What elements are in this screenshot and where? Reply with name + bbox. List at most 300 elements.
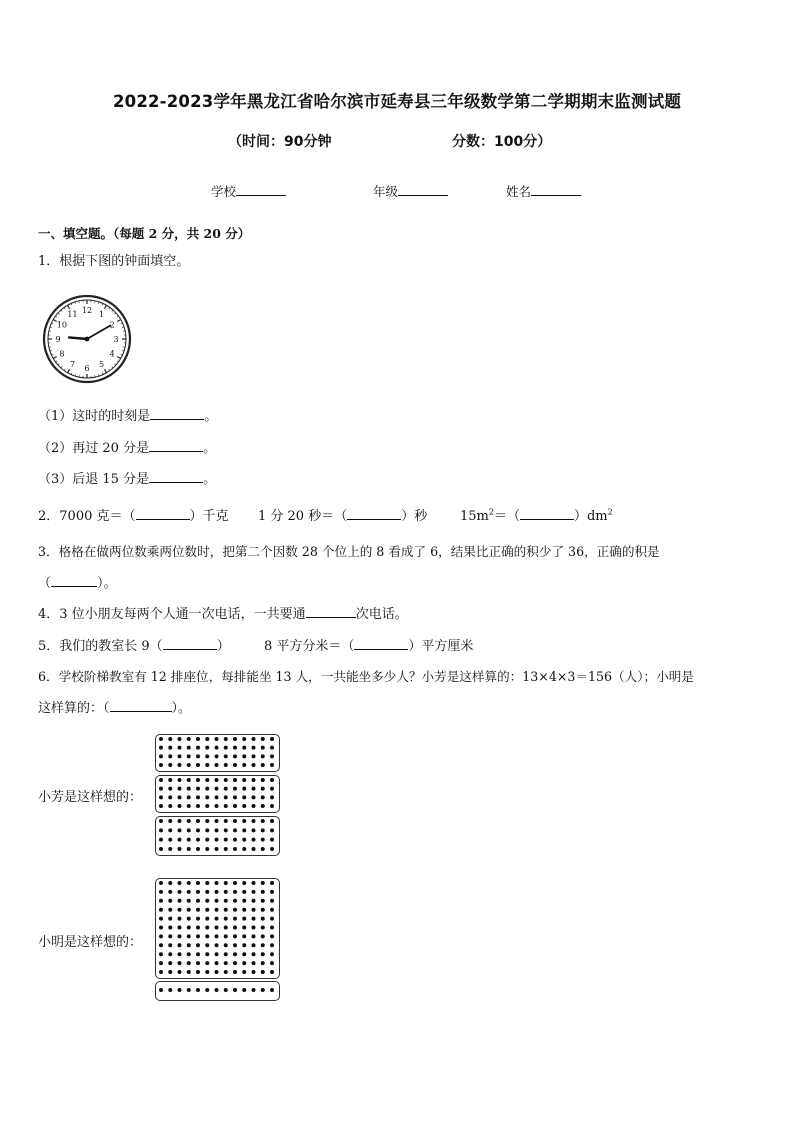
seat-dot (159, 828, 163, 832)
seat-dot (261, 787, 265, 791)
clock-tick (71, 303, 72, 305)
seat-dot (196, 787, 200, 791)
seat-dot (242, 943, 246, 947)
seat-dot (215, 934, 219, 938)
seat-dot (252, 804, 256, 808)
seat-dot (168, 763, 172, 767)
seat-dot (224, 847, 228, 851)
seat-dot (178, 795, 182, 799)
seat-dot (168, 943, 172, 947)
seat-dot (270, 838, 274, 842)
clock-tick (51, 354, 53, 355)
seat-dot (261, 917, 265, 921)
q4-blank[interactable] (306, 605, 356, 618)
seat-dot (159, 899, 163, 903)
seat-dot (215, 899, 219, 903)
seat-dot (196, 952, 200, 956)
seat-dot (187, 737, 191, 741)
clock-tick (55, 361, 57, 362)
seat-dot (242, 908, 246, 912)
question-5-part-b (264, 635, 473, 654)
q1-sub1-blank[interactable] (150, 407, 204, 420)
seat-dot (187, 961, 191, 965)
q2c-suffix: ）dm (573, 509, 608, 524)
clock-hour-hand (69, 337, 87, 339)
school-label: 学校 (211, 184, 237, 199)
q6-blank[interactable] (110, 699, 172, 712)
q2c-blank[interactable] (520, 507, 574, 520)
seat-dot (196, 804, 200, 808)
dot-grid (156, 982, 277, 998)
seat-dot (233, 804, 237, 808)
q1-sub2-period: 。 (203, 441, 217, 456)
seat-dot (205, 961, 209, 965)
seat-dot (252, 899, 256, 903)
seat-dot (196, 926, 200, 930)
seat-dot (168, 746, 172, 750)
seat-dot (261, 961, 265, 965)
seat-dot (215, 819, 219, 823)
seat-dot (178, 787, 182, 791)
seat-dot (215, 778, 219, 782)
seat-dot (270, 847, 274, 851)
seat-dot (224, 926, 228, 930)
clock-tick (68, 305, 70, 308)
seat-dot (252, 952, 256, 956)
clock-center (85, 337, 90, 342)
seat-dot (205, 838, 209, 842)
seat-dot (187, 778, 191, 782)
seat-dot (242, 881, 246, 885)
question-6-line-1: 6．学校阶梯教室有 12 排座位，每排能坐 13 人，一共能坐多少人？小芳是这样算的：13×4×3＝156（人）；小明是 (38, 669, 694, 684)
seat-dot (187, 970, 191, 974)
seat-dot (252, 787, 256, 791)
seat-dot (261, 899, 265, 903)
seat-dot (242, 934, 246, 938)
seat-dot (233, 899, 237, 903)
seat-dot (178, 970, 182, 974)
q1-sub3-period: 。 (203, 472, 217, 487)
clock-number: 2 (109, 320, 115, 330)
seat-dot (205, 819, 209, 823)
q5b-blank[interactable] (354, 637, 408, 650)
seat-dot (168, 795, 172, 799)
seat-dot (196, 737, 200, 741)
q2c-mid: ＝（ (493, 509, 520, 524)
seat-dot (224, 819, 228, 823)
seat-dot (224, 828, 228, 832)
seat-dot (242, 795, 246, 799)
seat-dot (215, 847, 219, 851)
seat-dot (270, 988, 274, 992)
seat-dot (224, 961, 228, 965)
seat-dot (178, 828, 182, 832)
seat-dot (168, 787, 172, 791)
seat-dot (196, 908, 200, 912)
seat-dot (159, 926, 163, 930)
seat-dot (215, 787, 219, 791)
q1-sub3-text: （3）后退 15 分是 (38, 472, 150, 487)
seat-dot (205, 787, 209, 791)
seat-dot (270, 934, 274, 938)
clock-tick (109, 369, 110, 371)
seat-dot (168, 952, 172, 956)
question-5-part-a (38, 635, 230, 654)
seat-dot (187, 763, 191, 767)
seat-dot (224, 952, 228, 956)
seat-dot (159, 943, 163, 947)
seat-dot (252, 746, 256, 750)
seat-dot (242, 838, 246, 842)
seat-dot (196, 795, 200, 799)
seat-dot (168, 828, 172, 832)
clock-tick (105, 305, 107, 308)
seat-dot (233, 926, 237, 930)
grade-label: 年级 (373, 184, 399, 199)
seat-dot (233, 787, 237, 791)
seat-dot (224, 881, 228, 885)
seat-dot (187, 847, 191, 851)
seat-dot (187, 917, 191, 921)
clock-number: 10 (56, 320, 67, 330)
exam-time: （时间：90分钟 (228, 134, 332, 150)
seat-dot (215, 917, 219, 921)
seat-dot (261, 778, 265, 782)
clock-tick (71, 373, 72, 375)
xiaofang-label: 小芳是这样想的： (38, 790, 143, 805)
seat-dot (178, 847, 182, 851)
seat-dot (205, 988, 209, 992)
seat-dot (178, 934, 182, 938)
clock-tick (58, 364, 59, 365)
question-1-sub-2 (38, 437, 216, 456)
seat-dot (261, 754, 265, 758)
section-heading: 一、填空题。（每题 2 分，共 20 分） (38, 226, 251, 241)
seat-dot (215, 746, 219, 750)
seat-dot (233, 934, 237, 938)
seat-dot (252, 970, 256, 974)
seat-dot (224, 746, 228, 750)
seat-dot (187, 746, 191, 750)
clock-tick (112, 310, 113, 311)
clock-tick (117, 361, 119, 362)
q5b-prefix: 8 平方分米＝（ (264, 639, 355, 654)
seat-dot (252, 934, 256, 938)
xiaofang-dot-box-3 (155, 816, 280, 856)
seat-dot (242, 787, 246, 791)
seat-dot (215, 926, 219, 930)
seat-dot (168, 908, 172, 912)
seat-dot (168, 754, 172, 758)
seat-dot (252, 754, 256, 758)
seat-dot (242, 778, 246, 782)
seat-dot (270, 819, 274, 823)
q5b-suffix: ）平方厘米 (408, 639, 474, 654)
seat-dot (224, 943, 228, 947)
q2b-prefix: 1 分 20 秒＝（ (258, 509, 348, 524)
seat-dot (159, 819, 163, 823)
seat-dot (233, 795, 237, 799)
seat-dot (233, 961, 237, 965)
seat-dot (224, 778, 228, 782)
seat-dot (159, 917, 163, 921)
clock-tick (58, 313, 59, 314)
school-field[interactable] (211, 182, 286, 200)
seat-dot (178, 838, 182, 842)
seat-dot (196, 961, 200, 965)
clock-tick (61, 366, 62, 367)
clock-minute-hand (87, 326, 110, 340)
dot-grid (156, 776, 277, 810)
seat-dot (224, 917, 228, 921)
seat-dot (178, 943, 182, 947)
seat-dot (205, 804, 209, 808)
seat-dot (215, 763, 219, 767)
seat-dot (270, 754, 274, 758)
seat-dot (215, 828, 219, 832)
seat-dot (270, 917, 274, 921)
clock-number: 1 (98, 309, 105, 319)
seat-dot (178, 890, 182, 894)
seat-dot (168, 970, 172, 974)
seat-dot (252, 847, 256, 851)
seat-dot (215, 804, 219, 808)
seat-dot (187, 795, 191, 799)
seat-dot (252, 819, 256, 823)
clock-tick (117, 316, 119, 317)
clock-tick (112, 366, 113, 367)
seat-dot (252, 961, 256, 965)
clock-tick (102, 303, 103, 305)
clock-number: 8 (59, 349, 65, 359)
seat-dot (159, 970, 163, 974)
xiaoming-dot-box-2 (155, 981, 280, 1001)
seat-dot (270, 890, 274, 894)
seat-dot (261, 943, 265, 947)
seat-dot (205, 934, 209, 938)
seat-dot (215, 908, 219, 912)
seat-dot (224, 988, 228, 992)
seat-dot (196, 838, 200, 842)
seat-dot (252, 838, 256, 842)
seat-dot (196, 819, 200, 823)
seat-dot (224, 754, 228, 758)
q2b-blank[interactable] (347, 507, 401, 520)
seat-dot (205, 970, 209, 974)
name-blank[interactable] (531, 183, 581, 196)
seat-dot (159, 787, 163, 791)
seat-dot (168, 917, 172, 921)
seat-dot (270, 881, 274, 885)
q5a-prefix: 5．我们的教室长 9（ (38, 639, 163, 654)
clock-tick (109, 307, 110, 309)
seat-dot (233, 917, 237, 921)
seat-dot (215, 952, 219, 956)
seat-dot (242, 804, 246, 808)
seat-dot (224, 908, 228, 912)
seat-dot (178, 746, 182, 750)
seat-dot (168, 838, 172, 842)
seat-dot (224, 737, 228, 741)
seat-dot (205, 926, 209, 930)
seat-dot (233, 819, 237, 823)
q4-suffix: 次电话。 (355, 607, 408, 622)
q2c-prefix: 15m (460, 509, 489, 524)
seat-dot (252, 795, 256, 799)
seat-dot (224, 763, 228, 767)
q5a-blank[interactable] (163, 637, 217, 650)
seat-dot (187, 804, 191, 808)
seat-dot (242, 917, 246, 921)
seat-dot (270, 795, 274, 799)
seat-dot (270, 787, 274, 791)
seat-dot (252, 890, 256, 894)
seat-dot (187, 890, 191, 894)
clock-number: 7 (69, 360, 76, 370)
q3-close: ）。 (97, 576, 117, 591)
seat-dot (261, 828, 265, 832)
seat-dot (242, 970, 246, 974)
seat-dot (196, 778, 200, 782)
seat-dot (159, 746, 163, 750)
seat-dot (168, 934, 172, 938)
clock-number: 11 (67, 309, 78, 319)
seat-dot (168, 847, 172, 851)
seat-dot (205, 746, 209, 750)
q2a-suffix: ）千克 (189, 509, 229, 524)
clock-tick (114, 313, 115, 314)
seat-dot (178, 778, 182, 782)
seat-dot (215, 961, 219, 965)
seat-dot (215, 890, 219, 894)
seat-dot (261, 881, 265, 885)
seat-dot (187, 881, 191, 885)
seat-dot (233, 746, 237, 750)
seat-dot (168, 778, 172, 782)
seat-dot (178, 961, 182, 965)
seat-dot (205, 917, 209, 921)
seat-dot (205, 847, 209, 851)
seat-dot (178, 804, 182, 808)
exam-score: 分数：100分） (452, 134, 552, 150)
seat-dot (224, 970, 228, 974)
seat-dot (261, 988, 265, 992)
seat-dot (224, 838, 228, 842)
seat-dot (196, 917, 200, 921)
dot-grid (156, 879, 277, 976)
q3-blank[interactable] (51, 574, 97, 587)
question-1-sub-1 (38, 405, 217, 424)
seat-dot (233, 890, 237, 894)
seat-dot (168, 899, 172, 903)
seat-dot (159, 908, 163, 912)
seat-dot (168, 737, 172, 741)
seat-dot (196, 899, 200, 903)
seat-dot (168, 881, 172, 885)
q1-sub2-blank[interactable] (149, 439, 203, 452)
seat-dot (196, 934, 200, 938)
q2a-prefix: 2．7000 克＝（ (38, 509, 136, 524)
seat-dot (261, 819, 265, 823)
clock-tick (61, 310, 62, 311)
seat-dot (159, 804, 163, 808)
seat-dot (159, 763, 163, 767)
xiaofang-dot-box-2 (155, 775, 280, 813)
seat-dot (215, 943, 219, 947)
clock-number: 6 (84, 364, 90, 373)
name-field[interactable] (506, 182, 581, 200)
question-2-part-a (38, 505, 229, 524)
seat-dot (215, 838, 219, 842)
seat-dot (270, 778, 274, 782)
seat-dot (252, 943, 256, 947)
seat-dot (205, 737, 209, 741)
seat-dot (205, 828, 209, 832)
question-4 (38, 603, 408, 622)
seat-dot (168, 819, 172, 823)
seat-dot (215, 737, 219, 741)
grade-blank[interactable] (398, 183, 448, 196)
seat-dot (187, 838, 191, 842)
seat-dot (242, 828, 246, 832)
seat-dot (205, 795, 209, 799)
seat-dot (159, 890, 163, 894)
xiaoming-label: 小明是这样想的： (38, 935, 143, 950)
seat-dot (178, 881, 182, 885)
q6-suffix: ）。 (171, 701, 192, 716)
seat-dot (187, 787, 191, 791)
seat-dot (270, 828, 274, 832)
seat-dot (196, 828, 200, 832)
seat-dot (270, 804, 274, 808)
school-blank[interactable] (236, 183, 286, 196)
seat-dot (233, 881, 237, 885)
q2a-blank[interactable] (136, 507, 190, 520)
seat-dot (168, 988, 172, 992)
seat-dot (261, 970, 265, 974)
clock-number: 3 (113, 335, 119, 344)
seat-dot (205, 881, 209, 885)
seat-dot (233, 970, 237, 974)
grade-field[interactable] (373, 182, 448, 200)
seat-dot (178, 763, 182, 767)
seat-dot (261, 763, 265, 767)
seat-dot (242, 819, 246, 823)
seat-dot (205, 943, 209, 947)
seat-dot (242, 746, 246, 750)
q1-sub3-blank[interactable] (149, 470, 203, 483)
q2c-sup: 2 (488, 507, 494, 517)
seat-dot (252, 881, 256, 885)
seat-dot (261, 908, 265, 912)
seat-dot (159, 737, 163, 741)
seat-dot (205, 890, 209, 894)
clock-number: 4 (109, 349, 115, 359)
seat-dot (224, 787, 228, 791)
seat-dot (270, 908, 274, 912)
seat-dot (261, 737, 265, 741)
question-3-line-1: 3．格格在做两位数乘两位数时，把第二个因数 28 个位上的 8 看成了 6，结果比正确的积少了 36，正确的积是 (38, 544, 660, 559)
seat-dot (270, 943, 274, 947)
seat-dot (196, 943, 200, 947)
seat-dot (215, 988, 219, 992)
seat-dot (233, 988, 237, 992)
seat-dot (252, 988, 256, 992)
seat-dot (215, 795, 219, 799)
seat-dot (270, 737, 274, 741)
clock-tick (64, 307, 65, 309)
seat-dot (233, 763, 237, 767)
